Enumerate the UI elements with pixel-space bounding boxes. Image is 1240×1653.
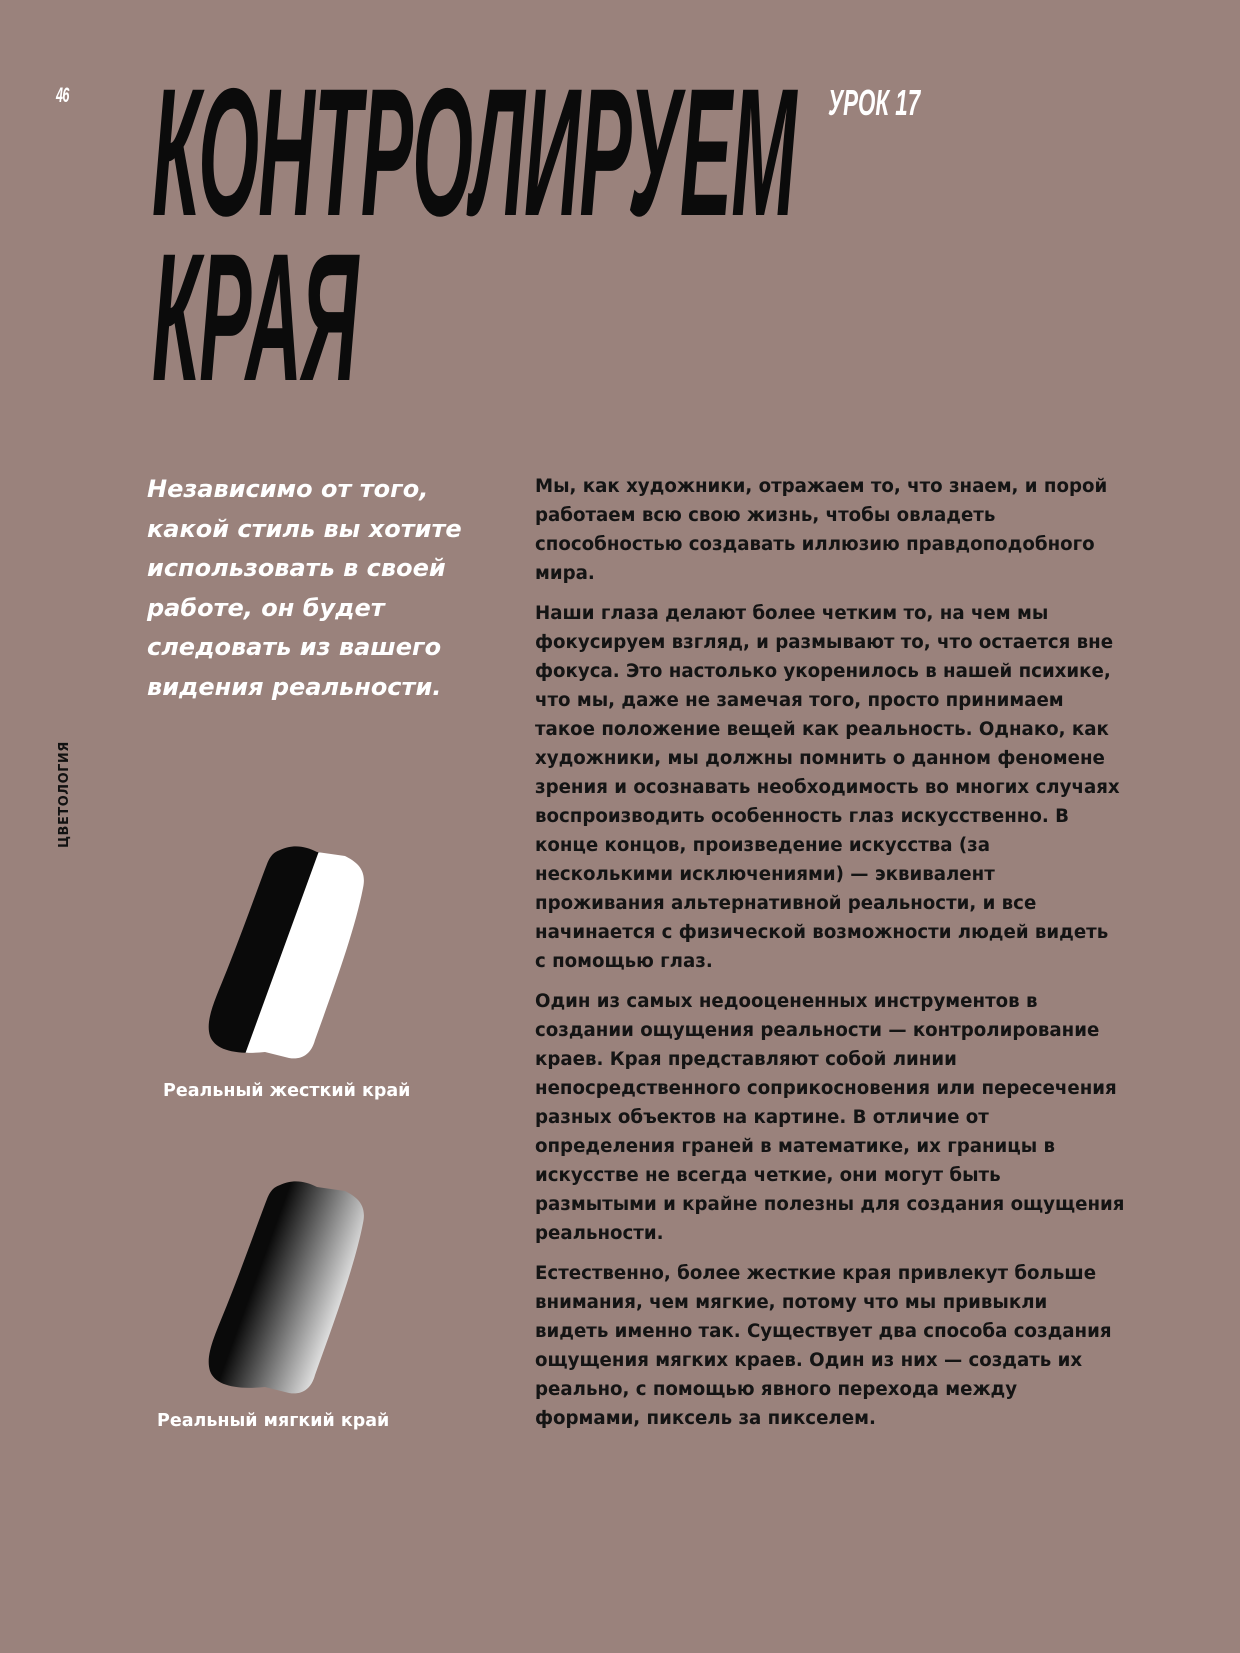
soft-edge-illustration xyxy=(205,1175,385,1400)
soft-edge-caption: Реальный мягкий край xyxy=(157,1411,390,1431)
body-paragraph: Естественно, более жесткие края привлекут больше внимания, чем мягкие, потому что мы привыкли видеть именно так. Существует два способа создания ощущения мягких краев. Один из них — создать их реально, с помощью явного перехода между формами, пиксель за пикселем. xyxy=(535,1263,1112,1429)
body-paragraph: Мы, как художники, отражаем то, что знаем, и порой работаем всю свою жизнь, чтобы овладеть способностью создавать иллюзию правдоподобного мира. xyxy=(535,476,1108,584)
page-title-line-2: КРАЯ xyxy=(152,215,358,419)
page-title xyxy=(152,50,796,419)
lead-paragraph: Независимо от того, какой стиль вы хотите использовать в своей работе, он будет следовать из вашего видения реальности. xyxy=(147,475,462,701)
body-paragraph: Один из самых недооцененных инструментов в создании ощущения реальности — контролирование краев. Края представляют собой линии непосредственного соприкосновения или пересечения разных объектов на картине. В отличие от определения граней в математике, их границы в искусстве не всегда четкие, они могут быть размытыми и крайне полезны для создания ощущения реальности. xyxy=(535,991,1125,1244)
body-text xyxy=(535,472,1125,1444)
hard-edge-caption: Реальный жесткий край xyxy=(163,1081,411,1101)
page-number: 46 xyxy=(56,84,69,107)
body-paragraph: Наши глаза делают более четким то, на чем мы фокусируем взгляд, и размывают то, что остается вне фокуса. Это настолько укоренилось в нашей психике, что мы, даже не замечая того, просто принимаем такое положение вещей как реальность. Однако, как художники, мы должны помнить о данном феномене зрения и осознавать необходимость во многих случаях воспроизводить особенность глаз искусственно. В конце концов, произведение искусства (за несколькими исключениями) — эквивалент проживания альтернативной реальности, и все начинается с физической возможности людей видеть с помощью глаз. xyxy=(535,603,1120,972)
lesson-label: УРОК 17 xyxy=(828,82,921,123)
page-title-line-1: КОНТРОЛИРУЕМ xyxy=(152,50,796,254)
section-label: ЦВЕТОЛОГИЯ xyxy=(57,741,72,848)
hard-edge-illustration xyxy=(205,840,385,1065)
